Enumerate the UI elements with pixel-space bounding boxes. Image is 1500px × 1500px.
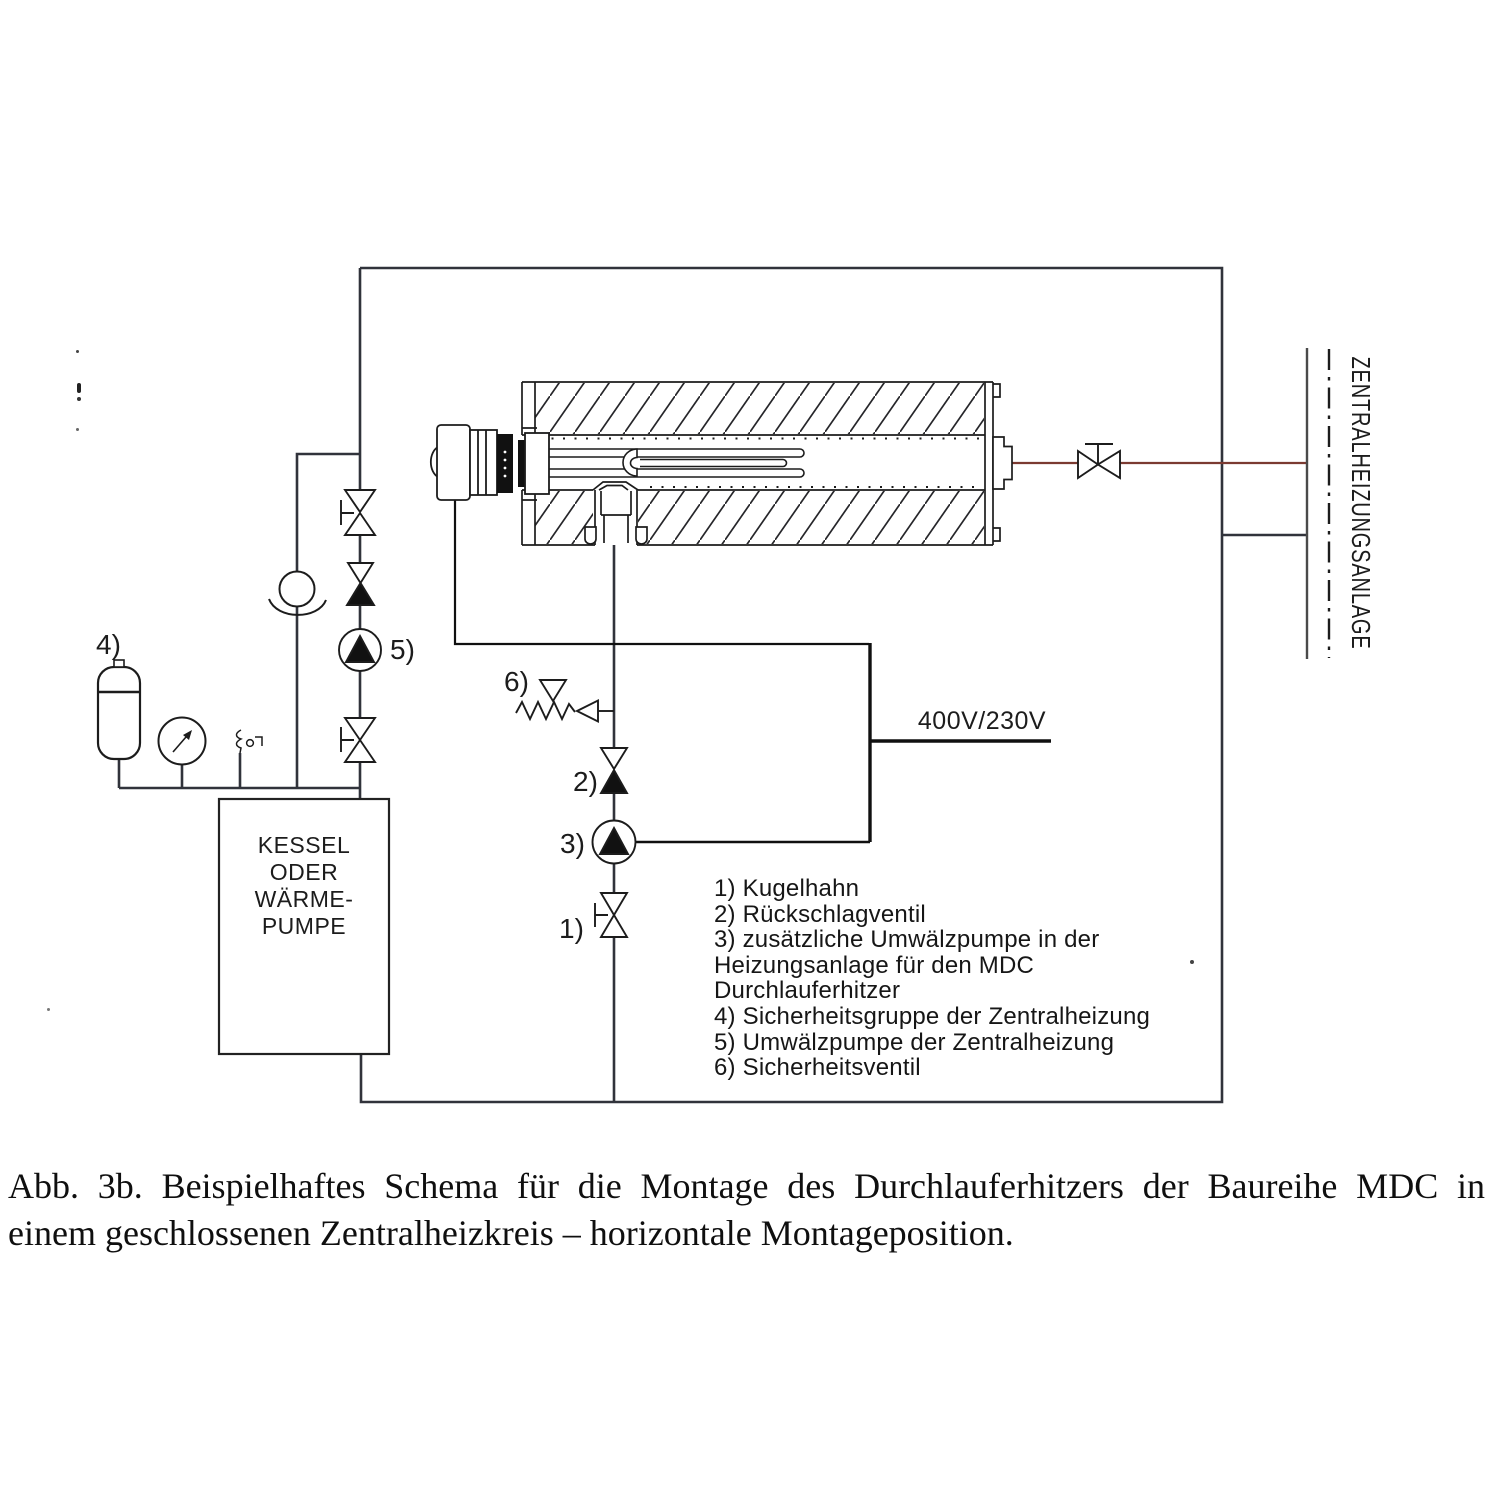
expansion-vessel-nipple xyxy=(114,660,124,667)
funnel-outlet-circle xyxy=(280,572,315,607)
shutoff-valve-lower xyxy=(341,718,375,762)
heating-element-head xyxy=(431,425,549,500)
legend-line: 5) Umwälzpumpe der Zentralheizung xyxy=(714,1028,1115,1056)
scan-speck xyxy=(77,397,81,401)
boiler-label-line4: PUMPE xyxy=(261,913,347,939)
scan-speck xyxy=(76,350,79,353)
head-black-flange xyxy=(518,440,525,487)
outlet-foot-right xyxy=(636,527,647,544)
legend-line: 4) Sicherheitsgruppe der Zentralheizung xyxy=(714,1002,1151,1030)
heater-bottom-wall-hatch-right xyxy=(638,491,984,544)
safety-group xyxy=(98,572,326,765)
outlet-trapezoid xyxy=(593,482,638,490)
figure-caption xyxy=(8,1163,1485,1257)
ball-valve-1 xyxy=(595,893,627,937)
caption-line-2: einem geschlossenen Zentralheizkreis – horizontale Montageposition. xyxy=(8,1213,1014,1253)
head-cap xyxy=(437,425,470,500)
scan-speck xyxy=(1190,960,1194,964)
safety-valve-6 xyxy=(516,680,614,722)
caption-line-1: Abb. 3b. Beispielhaftes Schema für die Montage des Durchlauferhitzers der Baureihe MDC in xyxy=(8,1166,1485,1206)
marker-2: 2) xyxy=(573,766,598,797)
safety-group-branch-pipe xyxy=(297,454,360,788)
supply-line-valve xyxy=(1078,444,1120,478)
air-vent-symbol xyxy=(237,730,263,753)
boiler-label-line3: WÄRME- xyxy=(254,886,354,912)
check-valve-2 xyxy=(601,748,627,793)
outlet-foot-left xyxy=(585,527,596,544)
marker-3: 3) xyxy=(560,828,585,859)
pump-3-symbol xyxy=(593,821,636,864)
head-union xyxy=(525,433,549,494)
scan-speck xyxy=(76,428,79,431)
heater-outlet-port xyxy=(585,482,647,545)
expansion-vessel xyxy=(98,667,140,759)
head-black-ring xyxy=(497,434,513,493)
marker-6: 6) xyxy=(504,666,529,697)
heater-top-wall-hatch xyxy=(535,383,984,434)
central-heating-system xyxy=(1307,348,1376,736)
heating-element-tubes xyxy=(549,449,804,477)
boiler-box xyxy=(219,799,389,1054)
marker-4: 4) xyxy=(96,629,121,660)
legend-line: Durchlauferhitzer xyxy=(714,977,901,1005)
legend-line: 2) Rückschlagventil xyxy=(714,900,926,928)
central-heating-system-label: ZENTRALHEIZUNGSANLAGE xyxy=(1346,356,1376,736)
pump-5-symbol xyxy=(339,629,381,671)
head-collar xyxy=(470,430,497,495)
boiler-label-line2: ODER xyxy=(269,859,339,885)
element-u-bend xyxy=(623,449,637,476)
marker-1: 1) xyxy=(559,913,584,944)
scan-speck xyxy=(77,383,81,393)
legend-line: Heizungsanlage für den MDC xyxy=(714,951,1035,979)
legend-line: 6) Sicherheitsventil xyxy=(714,1054,921,1082)
marker-5: 5) xyxy=(390,634,415,665)
electrical-wiring xyxy=(455,500,1051,842)
legend-line: 1) Kugelhahn xyxy=(714,875,860,902)
heater-outlet-fitting xyxy=(993,437,1012,489)
mdc-heater xyxy=(431,382,1012,545)
legend-line: 3) zusätzliche Umwälzpumpe in der xyxy=(714,926,1100,954)
power-label: 400V/230V xyxy=(917,707,1047,735)
scan-speck xyxy=(47,1008,50,1011)
legend xyxy=(714,876,1150,1081)
shutoff-valve-upper xyxy=(341,490,375,535)
boiler-label-line1: KESSEL xyxy=(257,832,351,858)
check-valve-riser xyxy=(347,563,374,605)
